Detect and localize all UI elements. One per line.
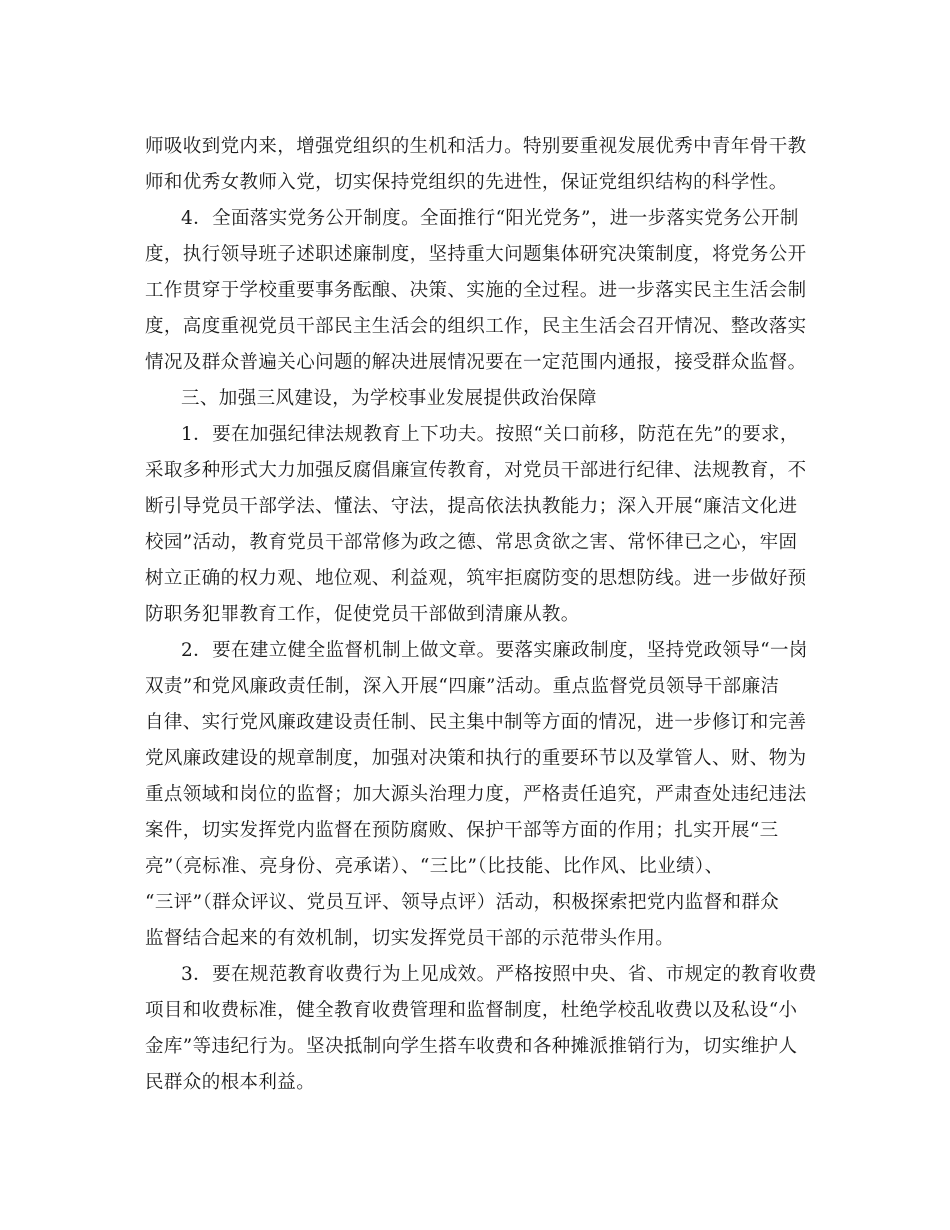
text-line: 亮”（亮标准、亮身份、亮承诺）、“三比”（比技能、比作风、比业绩）、 (145, 856, 724, 877)
text-line: 采取多种形式大力加强反腐倡廉宣传教育，对党员干部进行纪律、法规教育，不 (145, 460, 807, 481)
paragraph-start: 4．全面落实党务公开制度。全面推行“阳光党务”，进一步落实党务公开制 (181, 208, 799, 229)
text-line: 金库”等违纪行为。坚决抵制向学生搭车收费和各种摊派推销行为，切实维护人 (145, 1036, 798, 1057)
text-line: 双责”和党风廉政责任制，深入开展“四廉”活动。重点监督党员领导干部廉洁 (145, 676, 780, 697)
text-line: 度，执行领导班子述职述廉制度，坚持重大问题集体研究决策制度，将党务公开 (145, 244, 807, 265)
text-line: 民群众的根本利益。 (145, 1072, 316, 1093)
text-line: 防职务犯罪教育工作，促使党员干部做到清廉从教。 (145, 604, 580, 625)
text-line: 度，高度重视党员干部民主生活会的组织工作，民主生活会召开情况、整改落实 (145, 316, 807, 337)
text-line: 师和优秀女教师入党，切实保持党组织的先进性，保证党组织结构的科学性。 (145, 172, 788, 193)
section-heading: 三、加强三风建设，为学校事业发展提供政治保障 (181, 388, 597, 409)
text-line: 情况及群众普遍关心问题的解决进展情况要在一定范围内通报，接受群众监督。 (145, 352, 807, 373)
text-line: 重点领域和岗位的监督；加大源头治理力度，严格责任追究，严肃查处违纪违法 (145, 784, 807, 805)
text-line: 自律、实行党风廉政建设责任制、民主集中制等方面的情况，进一步修订和完善 (145, 712, 807, 733)
paragraph-start: 3．要在规范教育收费行为上见成效。严格按照中央、省、市规定的教育收费 (181, 964, 817, 985)
text-line: “三评”（群众评议、党员互评、领导点评）活动，积极探索把党内监督和群众 (145, 892, 780, 913)
text-line: 党风廉政建设的规章制度，加强对决策和执行的重要环节以及掌管人、财、物为 (145, 748, 807, 769)
text-line: 项目和收费标准，健全教育收费管理和监督制度，杜绝学校乱收费以及私设“小 (145, 1000, 798, 1021)
text-line: 师吸收到党内来，增强党组织的生机和活力。特别要重视发展优秀中青年骨干教 (145, 136, 807, 157)
text-line: 监督结合起来的有效机制，切实发挥党员干部的示范带头作用。 (145, 928, 675, 949)
text-line: 树立正确的权力观、地位观、利益观，筑牢拒腐防变的思想防线。进一步做好预 (145, 568, 807, 589)
text-line: 工作贯穿于学校重要事务酝酿、决策、实施的全过程。进一步落实民主生活会制 (145, 280, 807, 301)
text-line: 断引导党员干部学法、懂法、守法，提高依法执教能力；深入开展“廉洁文化进 (145, 496, 798, 517)
text-line: 案件，切实发挥党内监督在预防腐败、保护干部等方面的作用；扎实开展“三 (145, 820, 779, 841)
text-line: 校园”活动，教育党员干部常修为政之德、常思贪欲之害、常怀律已之心，牢固 (145, 532, 798, 553)
paragraph-start: 1．要在加强纪律法规教育上下功夫。按照“关口前移，防范在先”的要求， (181, 424, 799, 445)
paragraph-start: 2．要在建立健全监督机制上做文章。要落实廉政制度，坚持党政领导“一岗 (181, 640, 808, 661)
